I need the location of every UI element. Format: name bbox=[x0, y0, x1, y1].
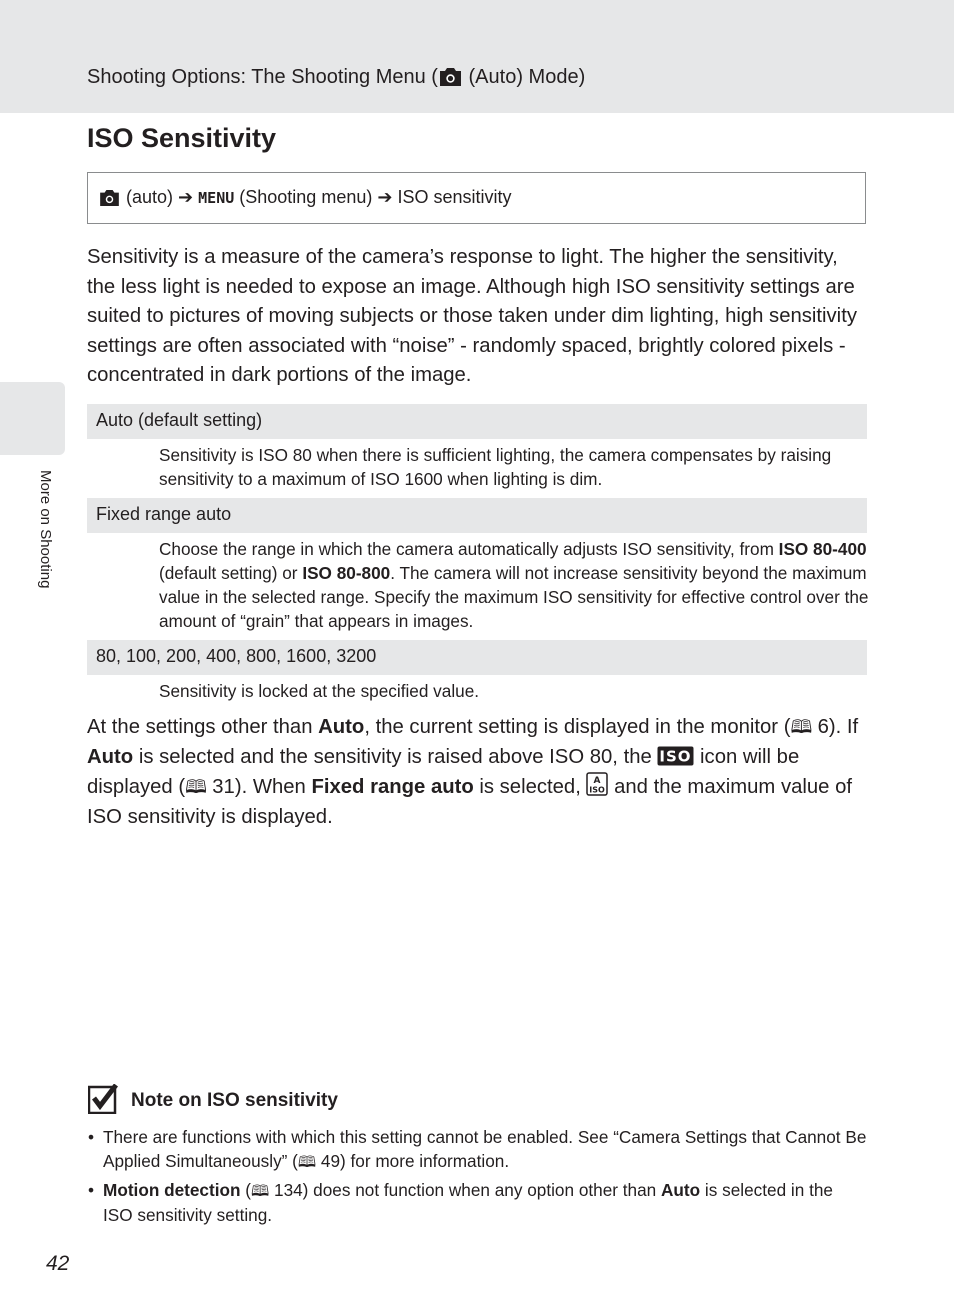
option-heading-fixed-range: Fixed range auto bbox=[87, 498, 867, 533]
option-description-fixed-values: Sensitivity is locked at the specified value. bbox=[159, 681, 480, 701]
text-span: . The camera will not increase sensitivity beyond the maximum value in the selected range. Specify the maximum ISO sensitivity for effective control over the amount of “grain” that appears in images. bbox=[159, 563, 869, 631]
auto-iso-icon bbox=[586, 772, 608, 796]
text-span: is selected, bbox=[473, 776, 587, 799]
checkmark-note-icon bbox=[88, 1084, 118, 1114]
bold-span: Fixed range auto bbox=[311, 776, 474, 799]
header-band bbox=[0, 0, 954, 113]
text-span: icon will be displayed ( bbox=[87, 745, 800, 799]
bold-span: Auto bbox=[661, 1180, 701, 1200]
svg-text:A: A bbox=[594, 776, 601, 787]
bold-span: ISO 80-800 bbox=[302, 563, 391, 583]
camera-icon bbox=[100, 190, 119, 206]
text-span: 134) does not function when any option other than bbox=[269, 1180, 662, 1200]
book-reference-icon: 🕮 bbox=[297, 1153, 317, 1171]
header-text-start: Shooting Options: The Shooting Menu ( bbox=[87, 66, 438, 88]
text-span: and the maximum value of ISO sensitivity is displayed. bbox=[87, 776, 852, 828]
nav-menu-label: (Shooting menu) bbox=[234, 187, 378, 207]
option-heading-fixed-values: 80, 100, 200, 400, 800, 1600, 3200 bbox=[87, 640, 867, 675]
menu-path-box bbox=[87, 172, 866, 224]
book-reference-icon: 🕮 bbox=[185, 777, 207, 799]
bold-span: Auto bbox=[318, 716, 365, 738]
bold-span: Auto bbox=[87, 745, 134, 768]
note-title: Note on ISO sensitivity bbox=[131, 1090, 338, 1111]
page-number: 42 bbox=[46, 1252, 70, 1275]
note-list bbox=[87, 1125, 867, 1231]
text-span: ( bbox=[240, 1180, 251, 1200]
intro-paragraph: Sensitivity is a measure of the camera’s response to light. The higher the sensitivity, the less light is needed to expose an image. Although high ISO sensitivity settings are suited to pictures of moving subjects or those taken under dim lighting, high sensitivity settings are often associated with “noise” - randomly spaced, brightly colored pixels - concentrated in dark portions of the image. bbox=[87, 246, 857, 387]
text-span: is selected and the sensitivity is raised above ISO 80, the bbox=[133, 745, 658, 768]
book-reference-icon: 🕮 bbox=[790, 717, 812, 738]
text-span: 49) for more information. bbox=[316, 1151, 510, 1171]
nav-auto-label: (auto) bbox=[121, 187, 179, 207]
text-span: is selected in the ISO sensitivity setting. bbox=[103, 1180, 833, 1225]
arrow-right-icon: ➔ bbox=[178, 187, 194, 207]
bold-span: ISO 80-400 bbox=[778, 539, 867, 559]
option-description-auto: Sensitivity is ISO 80 when there is sufficient lighting, the camera compensates by raising sensitivity to a maximum of ISO 1600 when lighting is dim. bbox=[159, 445, 832, 489]
svg-text:ISO: ISO bbox=[589, 785, 606, 795]
text-span: 31). When bbox=[206, 776, 312, 799]
section-tab bbox=[0, 382, 65, 455]
camera-icon bbox=[440, 68, 461, 86]
list-item bbox=[87, 1125, 867, 1174]
nav-iso-label: ISO sensitivity bbox=[392, 187, 512, 207]
arrow-right-icon: ➔ bbox=[377, 187, 393, 207]
option-heading-auto: Auto (default setting) bbox=[87, 404, 867, 439]
iso-indicator-icon bbox=[657, 746, 694, 766]
text-span: There are functions with which this setting cannot be enabled. See “Camera Settings that Cannot Be Applied Simultaneously” ( bbox=[103, 1127, 867, 1171]
bold-span: Motion detection bbox=[103, 1180, 241, 1200]
running-header bbox=[87, 66, 585, 89]
section-label: More on Shooting bbox=[37, 470, 54, 589]
text-span: At the settings other than bbox=[87, 716, 319, 738]
option-description-fixed-range bbox=[159, 537, 871, 633]
svg-text:ISO: ISO bbox=[659, 747, 692, 766]
book-reference-icon: 🕮 bbox=[250, 1182, 270, 1200]
header-text-end: (Auto) Mode) bbox=[462, 66, 586, 88]
text-span: 6). If bbox=[811, 716, 859, 738]
page-title: ISO Sensitivity bbox=[87, 123, 277, 153]
settings-paragraph bbox=[87, 713, 871, 832]
text-span: , the current setting is displayed in the monitor ( bbox=[364, 716, 791, 738]
text-span: (default setting) or bbox=[159, 563, 303, 583]
text-span: Choose the range in which the camera automatically adjusts ISO sensitivity, from bbox=[159, 539, 779, 559]
list-item bbox=[87, 1178, 867, 1227]
menu-button-icon: MENU bbox=[198, 189, 235, 207]
